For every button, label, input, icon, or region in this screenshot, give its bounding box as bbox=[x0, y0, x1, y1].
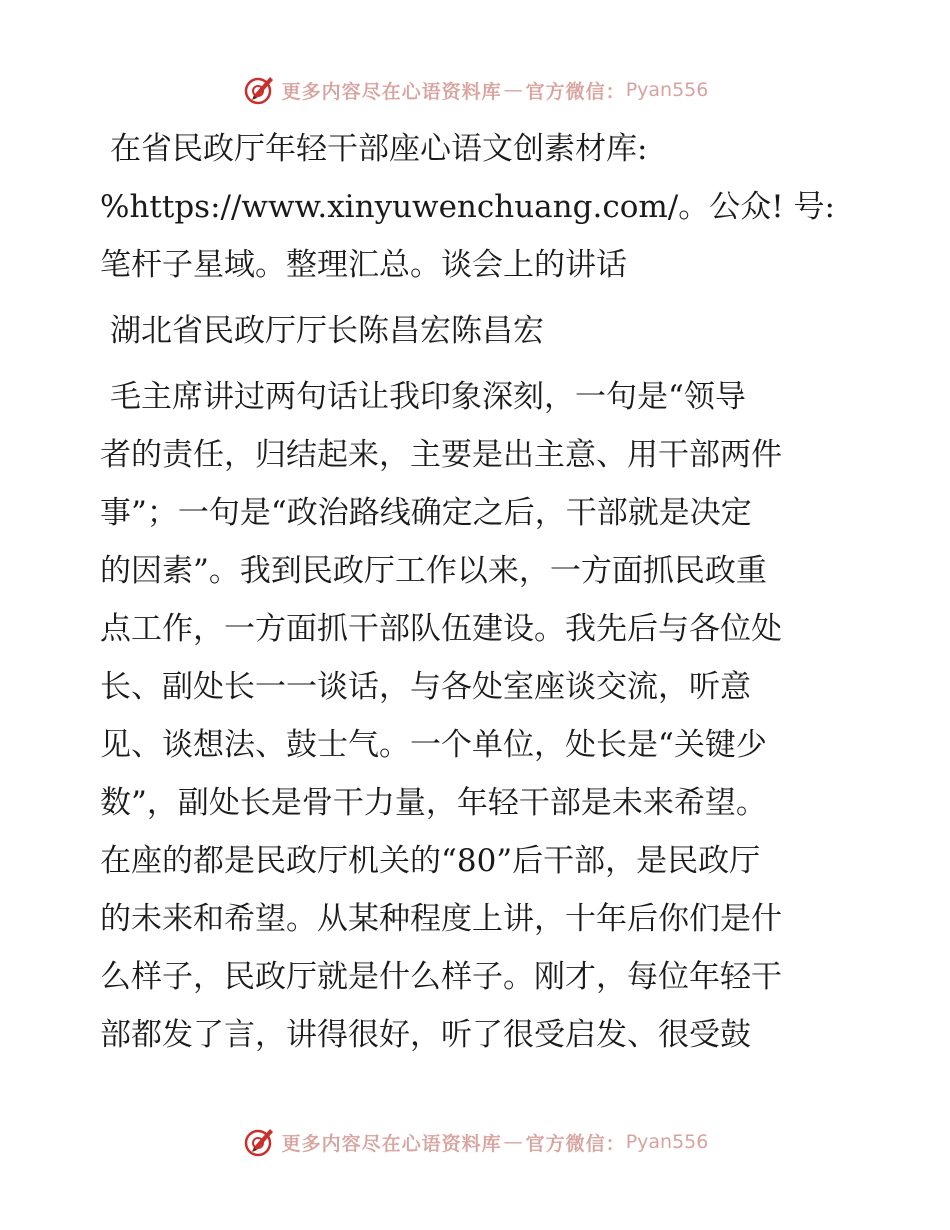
promo-text: 更多内容尽在心语资料库 bbox=[281, 80, 502, 103]
document-body bbox=[100, 120, 850, 1064]
body-line: 部都发了言，讲得很好，听了很受启发、很受鼓 bbox=[100, 1017, 751, 1053]
body-line: 在座的都是民政厅机关的“80”后干部，是民政厅 bbox=[100, 843, 761, 879]
header-banner bbox=[0, 70, 950, 110]
pen-logo-icon bbox=[242, 73, 276, 107]
title-line: %https://www.xinyuwenchuang.com/。公众! 号: bbox=[100, 189, 835, 225]
footer-banner-text bbox=[282, 1129, 709, 1156]
body-line: 么样子，民政厅就是什么样子。刚才，每位年轻干 bbox=[100, 959, 782, 995]
body-line: 毛主席讲过两句话让我印象深刻，一句是“领导 bbox=[110, 379, 746, 415]
body-paragraph bbox=[100, 368, 850, 1064]
pen-logo-icon bbox=[242, 1125, 276, 1159]
title-line: 笔杆子星域。整理汇总。谈会上的讲话 bbox=[100, 247, 627, 283]
contact-label: 官方微信： bbox=[525, 80, 626, 103]
body-line: 数”，副处长是骨干力量，年轻干部是未来希望。 bbox=[100, 785, 767, 821]
header-banner-text bbox=[282, 77, 709, 104]
body-line: 点工作，一方面抓干部队伍建设。我先后与各位处 bbox=[100, 611, 782, 647]
contact-label: 官方微信： bbox=[525, 1132, 626, 1155]
author-line: 湖北省民政厅厅长陈昌宏陈昌宏 bbox=[110, 313, 544, 349]
header-banner-content bbox=[242, 73, 709, 107]
document-title bbox=[100, 120, 850, 294]
contact-handle: Pyan556 bbox=[625, 1131, 709, 1153]
body-line: 见、谈想法、鼓士气。一个单位，处长是“关键少 bbox=[100, 727, 767, 763]
footer-banner-content bbox=[242, 1125, 709, 1159]
banner-separator: — bbox=[503, 1131, 524, 1153]
body-line: 事”；一句是“政治路线确定之后，干部就是决定 bbox=[100, 495, 752, 531]
body-line: 的未来和希望。从某种程度上讲，十年后你们是什 bbox=[100, 901, 782, 937]
body-line: 长、副处长一一谈话，与各处室座谈交流，听意 bbox=[100, 669, 751, 705]
document-author bbox=[100, 302, 850, 360]
promo-text: 更多内容尽在心语资料库 bbox=[281, 1132, 502, 1155]
title-line: 在省民政厅年轻干部座心语文创素材库: bbox=[110, 131, 648, 167]
footer-banner bbox=[0, 1122, 950, 1162]
body-line: 的因素”。我到民政厅工作以来，一方面抓民政重 bbox=[100, 553, 767, 589]
body-line: 者的责任，归结起来，主要是出主意、用干部两件 bbox=[100, 437, 782, 473]
contact-handle: Pyan556 bbox=[625, 79, 709, 101]
banner-separator: — bbox=[503, 79, 524, 101]
